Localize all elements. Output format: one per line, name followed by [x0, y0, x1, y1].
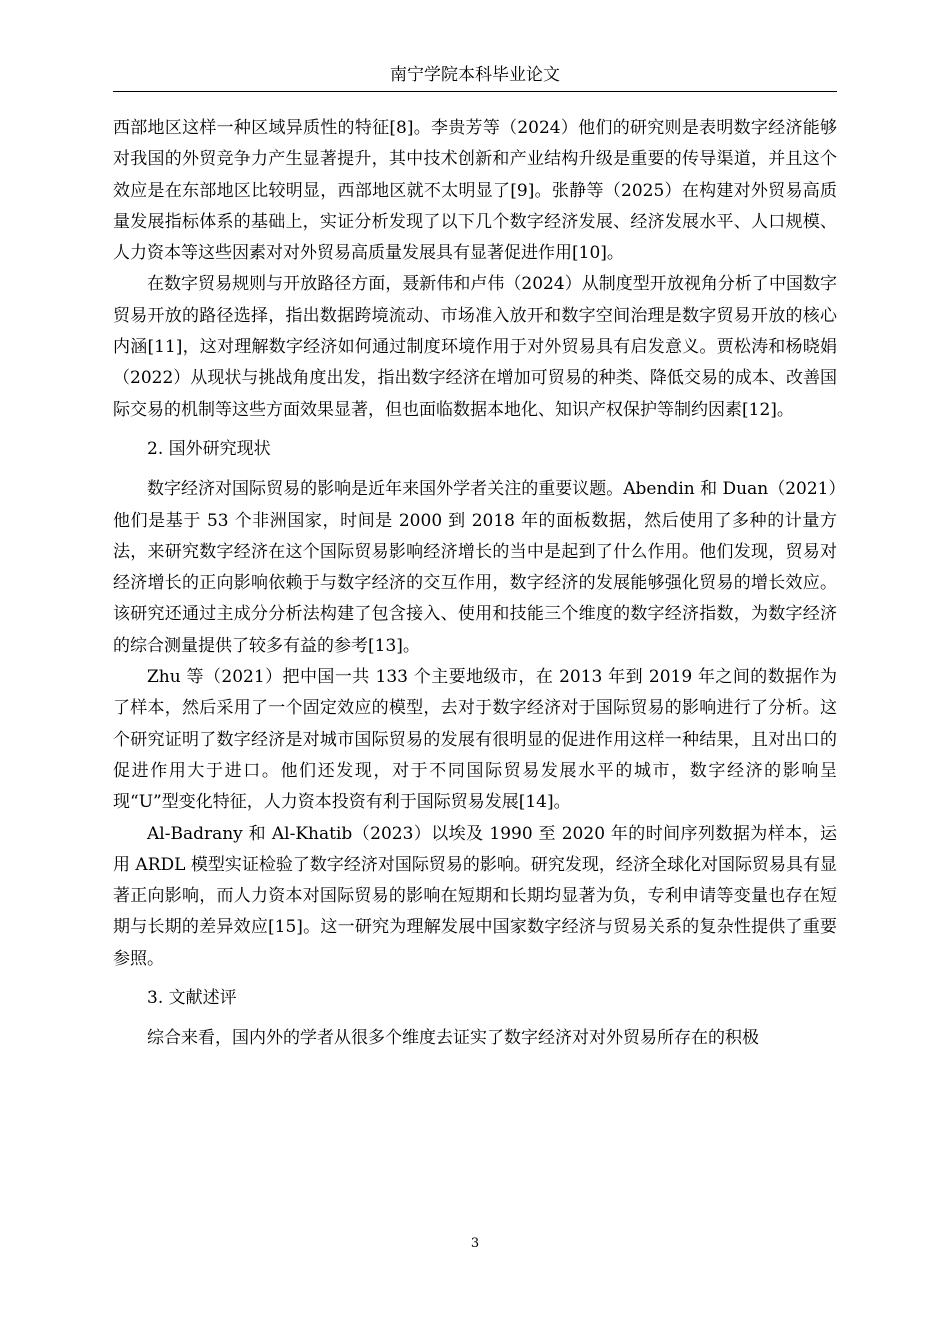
- page-header: 南宁学院本科毕业论文: [113, 62, 837, 92]
- paragraph-6: 综合来看，国内外的学者从很多个维度去证实了数字经济对对外贸易所存在的积极: [147, 1028, 759, 1049]
- paragraph-3: 数字经济对国际贸易的影响是近年来国外学者关注的重要议题。Abendin 和 Duan（2021）他们是基于 53 个非洲国家，时间是 2000 到 2018 年的面板数据，然后使用了多种的计量方法，来研究数字经济在这个国际贸易影响经济增长的当中是起到了什么作用。他们发现，贸易对经济增长的正向影响依赖于与数字经济的交互作用，数字经济的发展能够强化贸易的增长效应。该研究还通过主成分分析法构建了包含接入、使用和技能三个维度的数字经济指数，为数字经济的综合测量提供了较多有益的参考[13]。: [113, 479, 837, 656]
- spacer: [113, 465, 837, 474]
- document-body: [113, 113, 837, 1055]
- spacer: [113, 1014, 837, 1023]
- spacer: [113, 975, 837, 983]
- spacer: [113, 426, 837, 434]
- paragraph-4: Zhu 等（2021）把中国一共 133 个主要地级市，在 2013 年到 2019 年之间的数据作为了样本，然后采用了一个固定效应的模型，去对于数字经济对于国际贸易的影响进行了分析。这个研究证明了数字经济是对城市国际贸易的发展有很明显的促进作用这样一种结果，且对出口的促进作用大于进口。他们还发现，对于不同国际贸易发展水平的城市，数字经济的影响呈现“U”型变化特征，人力资本投资有利于国际贸易发展[14]。: [113, 667, 837, 813]
- paragraph-1: 西部地区这样一种区域异质性的特征[8]。李贵芳等（2024）他们的研究则是表明数字经济能够对我国的外贸竞争力产生显著提升，其中技术创新和产业结构升级是重要的传导渠道，并且这个效应是在东部地区比较明显，西部地区就不太明显了[9]。张静等（2025）在构建对外贸易高质量发展指标体系的基础上，实证分析发现了以下几个数字经济发展、经济发展水平、人口规模、人力资本等这些因素对对外贸易高质量发展具有显著促进作用[10]。: [113, 118, 837, 264]
- paragraph-5: Al-Badrany 和 Al-Khatib（2023）以埃及 1990 至 2020 年的时间序列数据为样本，运用 ARDL 模型实证检验了数字经济对国际贸易的影响。研究发现，经济全球化对国际贸易具有显著正向影响，而人力资本对国际贸易的影响在短期和长期均显著为负，专利申请等变量也存在短期与长期的差异效应[15]。这一研究为理解发展中国家数字经济与贸易关系的复杂性提供了重要参照。: [113, 823, 837, 969]
- section-heading-literature-review: 3. 文献述评: [147, 988, 237, 1009]
- paragraph-2: 在数字贸易规则与开放路径方面，聂新伟和卢伟（2024）从制度型开放视角分析了中国数字贸易开放的路径选择，指出数据跨境流动、市场准入放开和数字空间治理是数字贸易开放的核心内涵[11]，这对理解数字经济如何通过制度环境作用于对外贸易具有启发意义。贾松涛和杨晓娟（2022）从现状与挑战角度出发，指出数字经济在增加可贸易的种类、降低交易的成本、改善国际交易的机制等这些方面效果显著，但也面临数据本地化、知识产权保护等制约因素[12]。: [113, 274, 837, 420]
- section-heading-foreign-research: 2. 国外研究现状: [147, 438, 271, 459]
- page-number: 3: [470, 1236, 480, 1251]
